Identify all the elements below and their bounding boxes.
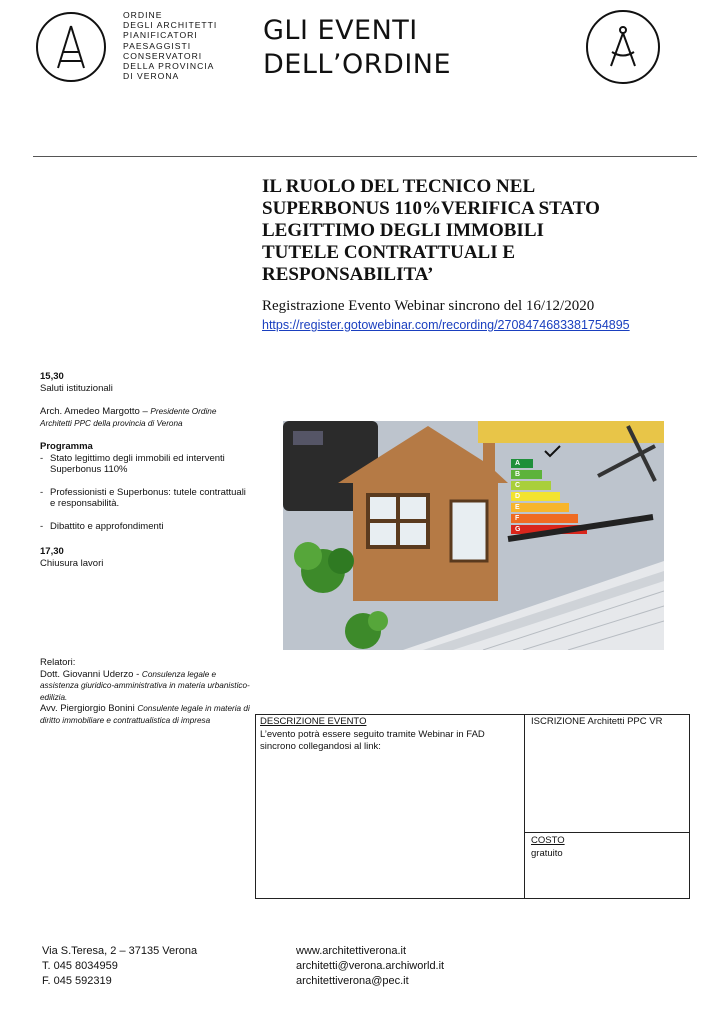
schedule	[40, 371, 250, 569]
org-line: PIANIFICATORI	[123, 30, 198, 41]
program-item-text: Professionisti e Superbonus: tutele contrattuali e responsabilità.	[50, 486, 246, 509]
left-logo	[36, 12, 106, 82]
org-name	[123, 10, 217, 81]
footer-email-link[interactable]: architetti@verona.archiworld.it	[296, 960, 445, 972]
info-box-divider	[524, 832, 690, 833]
speaker-role: Consulente legale in materia di diritto immobiliare e contrattualistica di impresa	[40, 704, 250, 725]
president-name: Arch. Amedeo Margotto –	[40, 406, 148, 417]
event-title-line: SUPERBONUS 110%VERIFICA STATO	[262, 198, 600, 219]
cost-label: COSTO	[531, 835, 565, 846]
description-text: L’evento potrà essere seguito tramite Webinar in FAD sincrono collegandosi al link:	[260, 729, 485, 752]
program-item-text: Dibattito e approfondimenti	[50, 520, 164, 532]
house-energy-image	[283, 421, 664, 650]
footer-phone: T. 045 8034959	[42, 960, 118, 972]
end-time: 17,30	[40, 546, 64, 557]
program-item-text: Stato legittimo degli immobili ed interventi Superbonus 110%	[50, 452, 225, 475]
ladder-a-icon	[38, 14, 104, 80]
energy-letter: B	[515, 471, 521, 478]
footer-website-link[interactable]: www.architettiverona.it	[296, 945, 407, 957]
event-title-line: LEGITTIMO DEGLI IMMOBILI	[262, 220, 544, 241]
closing: Chiusura lavori	[40, 557, 104, 569]
speaker-role: Consulenza legale e assistenza giuridico-amministrativa in materia urbanistico-edilizia.	[40, 669, 250, 702]
energy-letter: A	[515, 460, 521, 467]
speaker-name: Dott. Giovanni Uderzo -	[40, 668, 140, 680]
footer-fax: F. 045 592319	[42, 975, 112, 987]
org-line: CONSERVATORI	[123, 50, 203, 61]
president-role: Presidente Ordine Architetti PPC della provincia di Verona	[40, 407, 217, 428]
energy-letter: E	[515, 504, 520, 511]
event-title-line: RESPONSABILITA’	[262, 264, 434, 285]
registration-label: ISCRIZIONE Architetti PPC VR	[531, 716, 663, 727]
events-heading-line: GLI EVENTI	[263, 15, 418, 46]
registration-info: Registrazione Evento Webinar sincrono del 16/12/2020	[262, 298, 595, 314]
right-logo	[586, 10, 660, 84]
header-divider	[33, 156, 697, 157]
speaker-name: Avv. Piergiorgio Bonini	[40, 703, 135, 714]
org-line: ORDINE	[123, 10, 163, 20]
footer-web	[296, 944, 444, 989]
description-label: DESCRIZIONE EVENTO	[260, 716, 367, 727]
speakers	[40, 657, 255, 726]
energy-letter: C	[515, 482, 521, 489]
event-title-line: IL RUOLO DEL TECNICO NEL	[262, 176, 536, 197]
speakers-heading: Relatori:	[40, 657, 76, 668]
event-illustration	[283, 421, 664, 650]
energy-letter: F	[515, 515, 520, 522]
cost-value: gratuito	[531, 848, 563, 859]
footer-pec-link[interactable]: architettiverona@pec.it	[296, 975, 409, 987]
event-title	[262, 176, 702, 286]
program-item: - Professionisti e Superbonus: tutele contrattuali e responsabilità.	[40, 487, 250, 510]
program-item: - Stato legittimo degli immobili ed interventi Superbonus 110%	[40, 453, 250, 476]
org-line: DI VERONA	[123, 71, 180, 82]
event-title-line: TUTELE CONTRATTUALI E	[262, 242, 516, 263]
recording-link[interactable]: https://register.gotowebinar.com/recording/2708474683381754895	[262, 318, 630, 332]
events-heading-line: DELL’ORDINE	[263, 49, 452, 80]
footer-contacts	[42, 944, 197, 989]
footer-address: Via S.Teresa, 2 – 37135 Verona	[42, 945, 198, 957]
org-line: PAESAGGISTI	[123, 40, 192, 51]
events-heading	[263, 14, 451, 82]
greeting: Saluti istituzionali	[40, 382, 113, 394]
start-time: 15,30	[40, 371, 64, 382]
program-item: - Dibattito e approfondimenti	[40, 520, 164, 532]
info-box-divider	[524, 714, 525, 899]
org-line: DEGLI ARCHITETTI	[123, 20, 218, 31]
energy-letter: D	[515, 493, 521, 500]
compass-icon	[588, 12, 658, 82]
energy-letter: G	[515, 526, 521, 533]
program-heading: Programma	[40, 441, 93, 452]
org-line: DELLA PROVINCIA	[123, 61, 215, 72]
